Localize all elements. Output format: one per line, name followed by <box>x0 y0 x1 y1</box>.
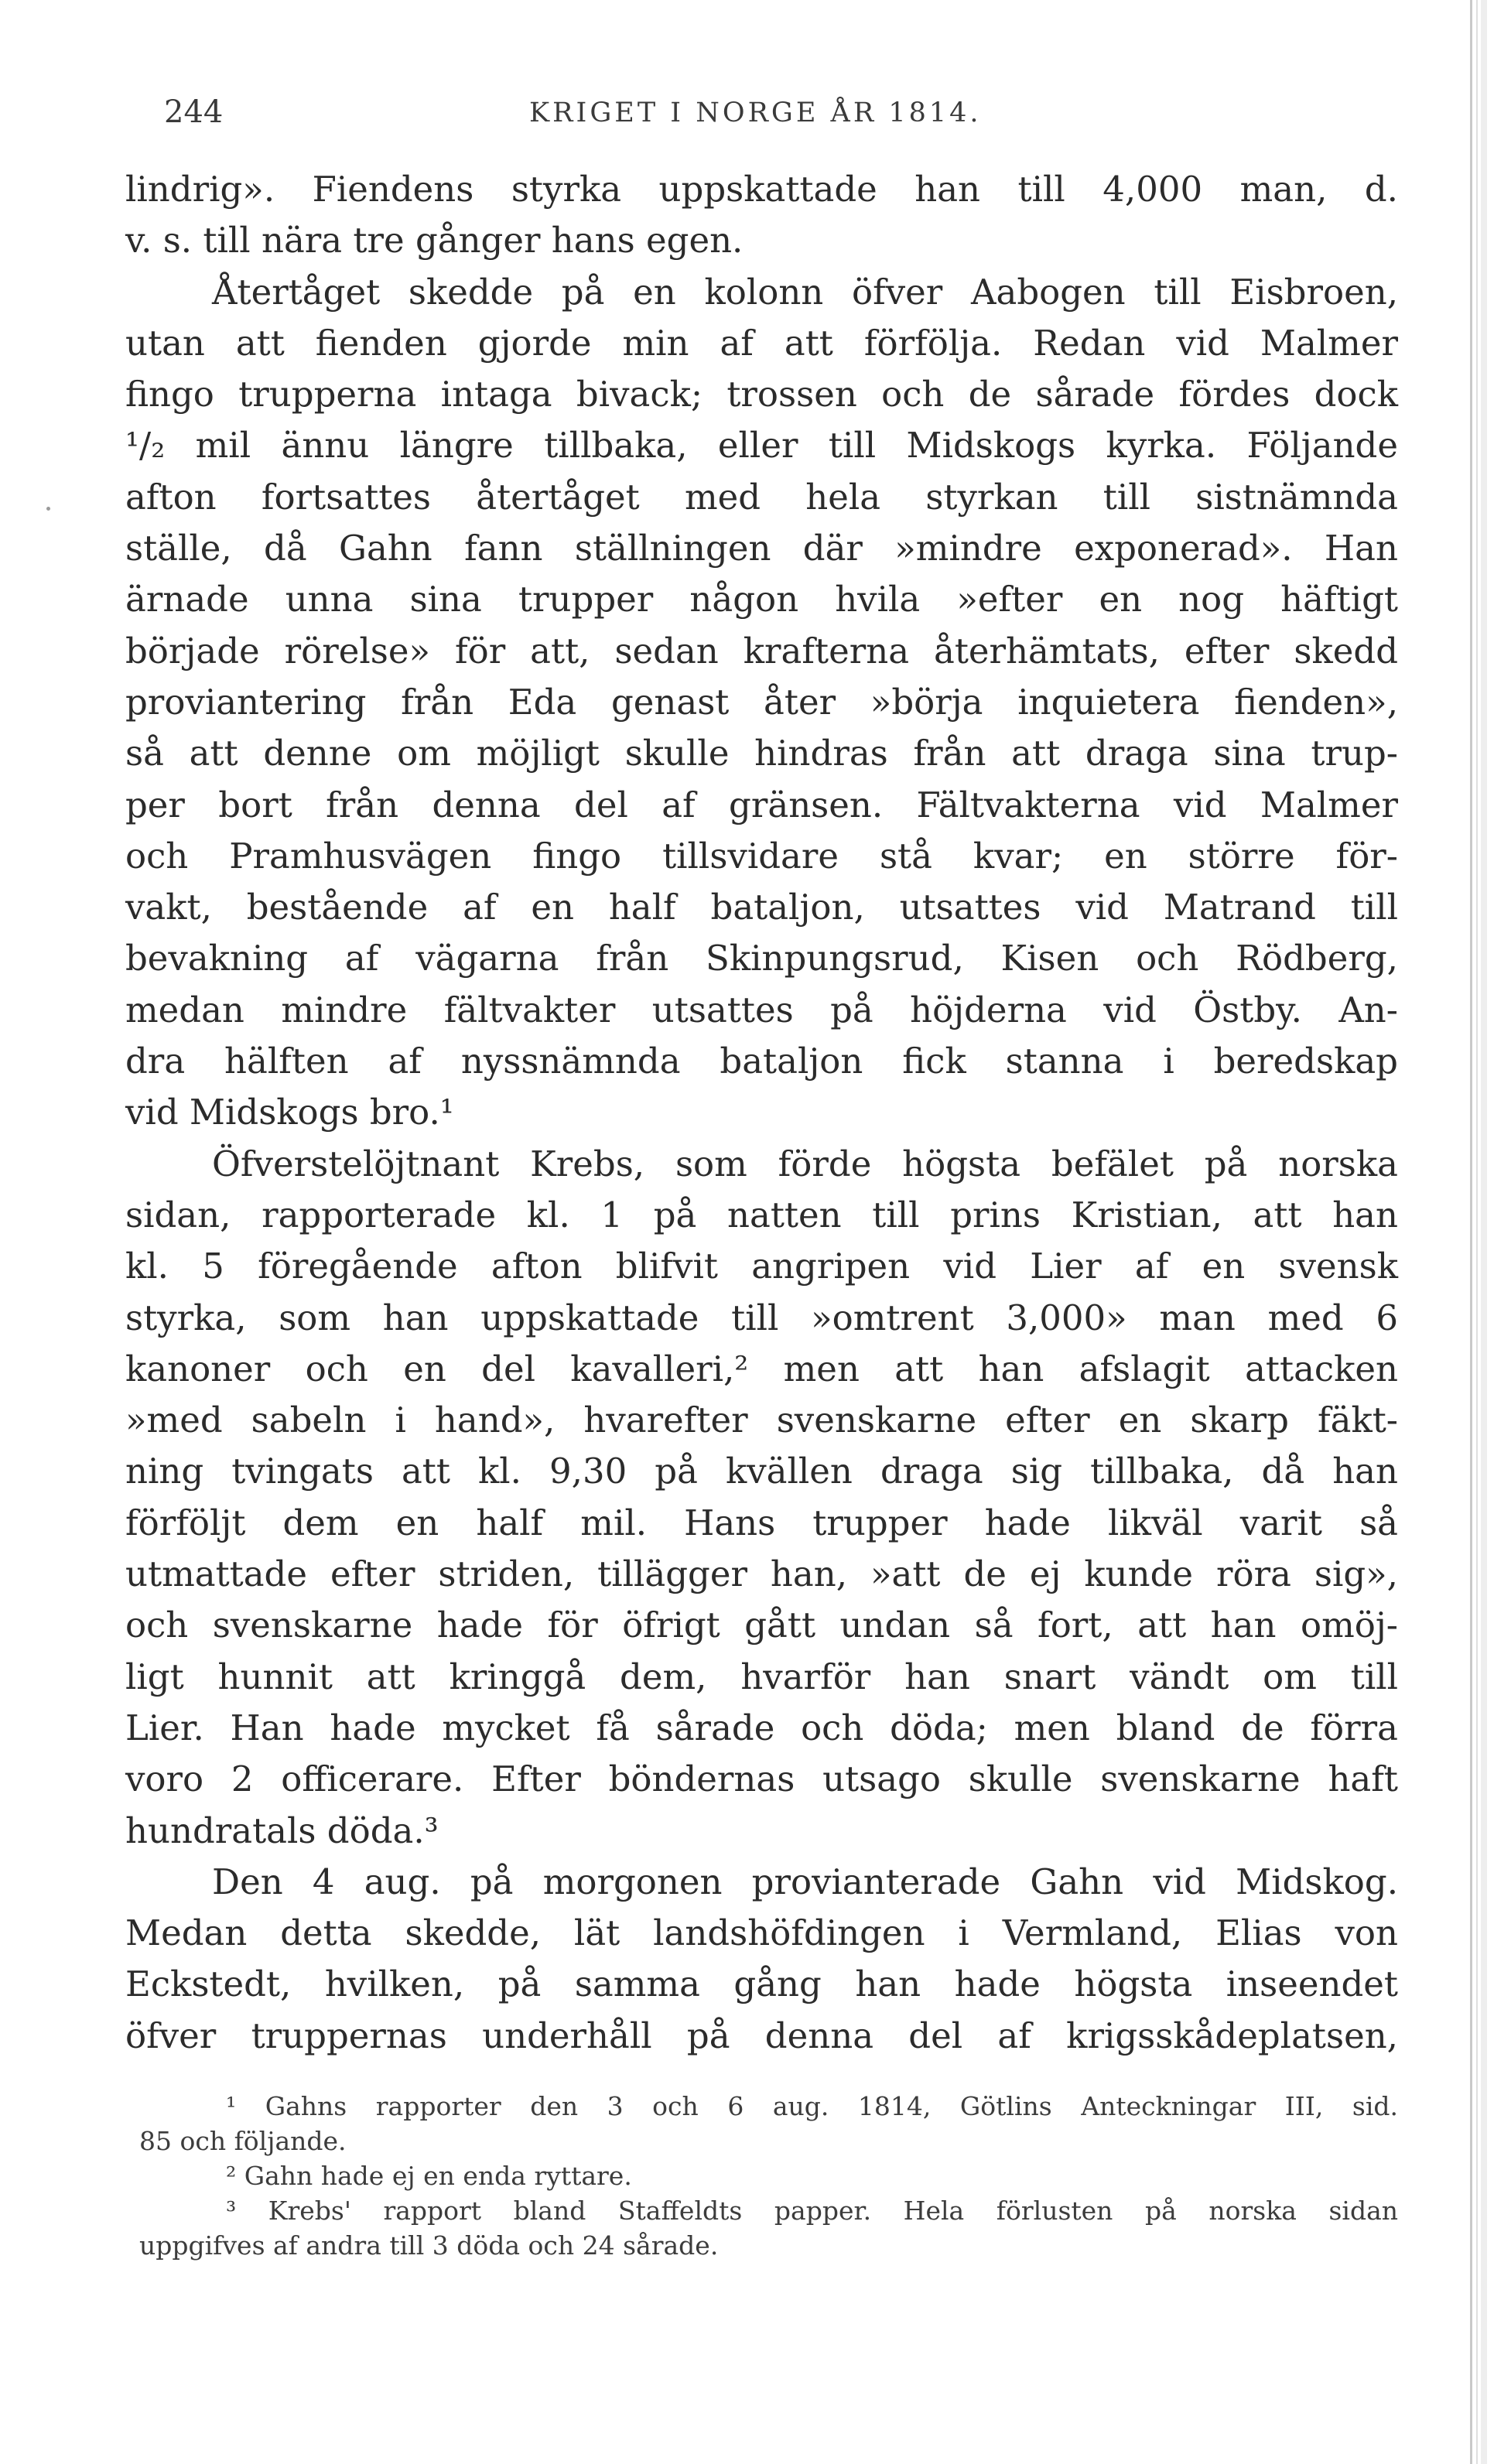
scan-speck <box>46 507 50 511</box>
text-line: bevakning af vägarna från Skinpungsrud, Kisen och Rödberg, <box>125 938 1398 979</box>
footnote-line: ¹ Gahns rapporter den 3 och 6 aug. 1814, Götlins Anteckningar III, sid. <box>226 2091 1398 2121</box>
text-line: och svenskarne hade för öfrigt gått undan så fort, att han omöj- <box>125 1605 1398 1646</box>
text-line: dra hälften af nyssnämnda bataljon fick stanna i beredskap <box>125 1041 1398 1082</box>
text-line: började rörelse» för att, sedan krafterna återhämtats, efter skedd <box>125 630 1398 672</box>
page-header <box>164 94 1379 138</box>
binding-edge <box>1476 0 1478 2464</box>
text-line: »med sabeln i hand», hvarefter svenskarne efter en skarp fäkt- <box>125 1399 1398 1441</box>
text-line: vid Midskogs bro.¹ <box>125 1092 454 1133</box>
text-line: lindrig». Fiendens styrka uppskattade han till 4,000 man, d. <box>125 169 1398 210</box>
footnote-line: ² Gahn hade ej en enda ryttare. <box>226 2161 632 2191</box>
text-line: fingo trupperna intaga bivack; trossen och de sårade fördes dock <box>125 374 1398 415</box>
text-line: förföljt dem en half mil. Hans trupper hade likväl varit så <box>125 1502 1398 1543</box>
text-line: hundratals döda.³ <box>125 1810 439 1851</box>
page-number: 244 <box>164 94 224 130</box>
text-line: utan att fienden gjorde min af att förfölja. Redan vid Malmer <box>125 322 1398 364</box>
text-line: v. s. till nära tre gånger hans egen. <box>125 220 744 261</box>
text-line: sidan, rapporterade kl. 1 på natten till prins Kristian, att han <box>125 1194 1398 1235</box>
text-line: medan mindre fältvakter utsattes på höjderna vid Östby. An- <box>125 989 1398 1030</box>
text-line: vakt, bestående af en half bataljon, utsattes vid Matrand till <box>125 887 1398 928</box>
body-text <box>125 164 1398 2062</box>
running-title: KRIGET I NORGE ÅR 1814. <box>529 97 982 128</box>
text-line: öfver truppernas underhåll på denna del af krigsskådeplatsen, <box>125 2015 1398 2056</box>
text-line: ställe, då Gahn fann ställningen där »mindre exponerad». Han <box>125 528 1398 569</box>
text-line: styrka, som han uppskattade till »omtrent 3,000» man med 6 <box>125 1297 1398 1338</box>
text-line: Medan detta skedde, lät landshöfdingen i Vermland, Elias von <box>125 1912 1398 1954</box>
text-line: så att denne om möjligt skulle hindras från att draga sina trup- <box>125 733 1398 774</box>
footnote-line: uppgifves af andra till 3 döda och 24 sårade. <box>139 2230 719 2261</box>
text-line: Lier. Han hade mycket få sårade och döda; men bland de förra <box>125 1707 1398 1748</box>
text-line: afton fortsattes återtåget med hela styrkan till sistnämnda <box>125 476 1398 518</box>
text-line: ning tvingats att kl. 9,30 på kvällen draga sig tillbaka, då han <box>125 1451 1398 1492</box>
binding-edge <box>1470 0 1472 2464</box>
text-line: ärnade unna sina trupper någon hvila »efter en nog häftigt <box>125 579 1398 620</box>
footnote-line: 85 och följande. <box>139 2126 347 2156</box>
text-line: Eckstedt, hvilken, på samma gång han hade högsta inseendet <box>125 1963 1398 2005</box>
text-line: Den 4 aug. på morgonen provianterade Gahn vid Midskog. <box>212 1861 1398 1902</box>
text-line: Återtåget skedde på en kolonn öfver Aabogen till Eisbroen, <box>212 271 1398 313</box>
text-line: proviantering från Eda genast åter »börja inquietera fienden», <box>125 681 1398 723</box>
text-line: ¹/₂ mil ännu längre tillbaka, eller till Midskogs kyrka. Följande <box>125 425 1398 466</box>
text-line: Öfverstelöjtnant Krebs, som förde högsta befälet på norska <box>212 1143 1398 1184</box>
text-line: och Pramhusvägen fingo tillsvidare stå kvar; en större för- <box>125 835 1398 877</box>
text-line: kanoner och en del kavalleri,² men att han afslagit attacken <box>125 1348 1398 1389</box>
text-line: kl. 5 föregående afton blifvit angripen vid Lier af en svensk <box>125 1246 1398 1287</box>
text-line: utmattade efter striden, tillägger han, »att de ej kunde röra sig», <box>125 1553 1398 1595</box>
text-line: ligt hunnit att kringgå dem, hvarför han snart vändt om till <box>125 1656 1398 1697</box>
footnotes <box>139 2089 1398 2263</box>
footnote-line: ³ Krebs' rapport bland Staffeldts papper. Hela förlusten på norska sidan <box>226 2196 1398 2226</box>
binding-edge <box>1481 0 1487 2464</box>
text-line: voro 2 officerare. Efter böndernas utsago skulle svenskarne haft <box>125 1758 1398 1800</box>
text-line: per bort från denna del af gränsen. Fältvakterna vid Malmer <box>125 784 1398 825</box>
